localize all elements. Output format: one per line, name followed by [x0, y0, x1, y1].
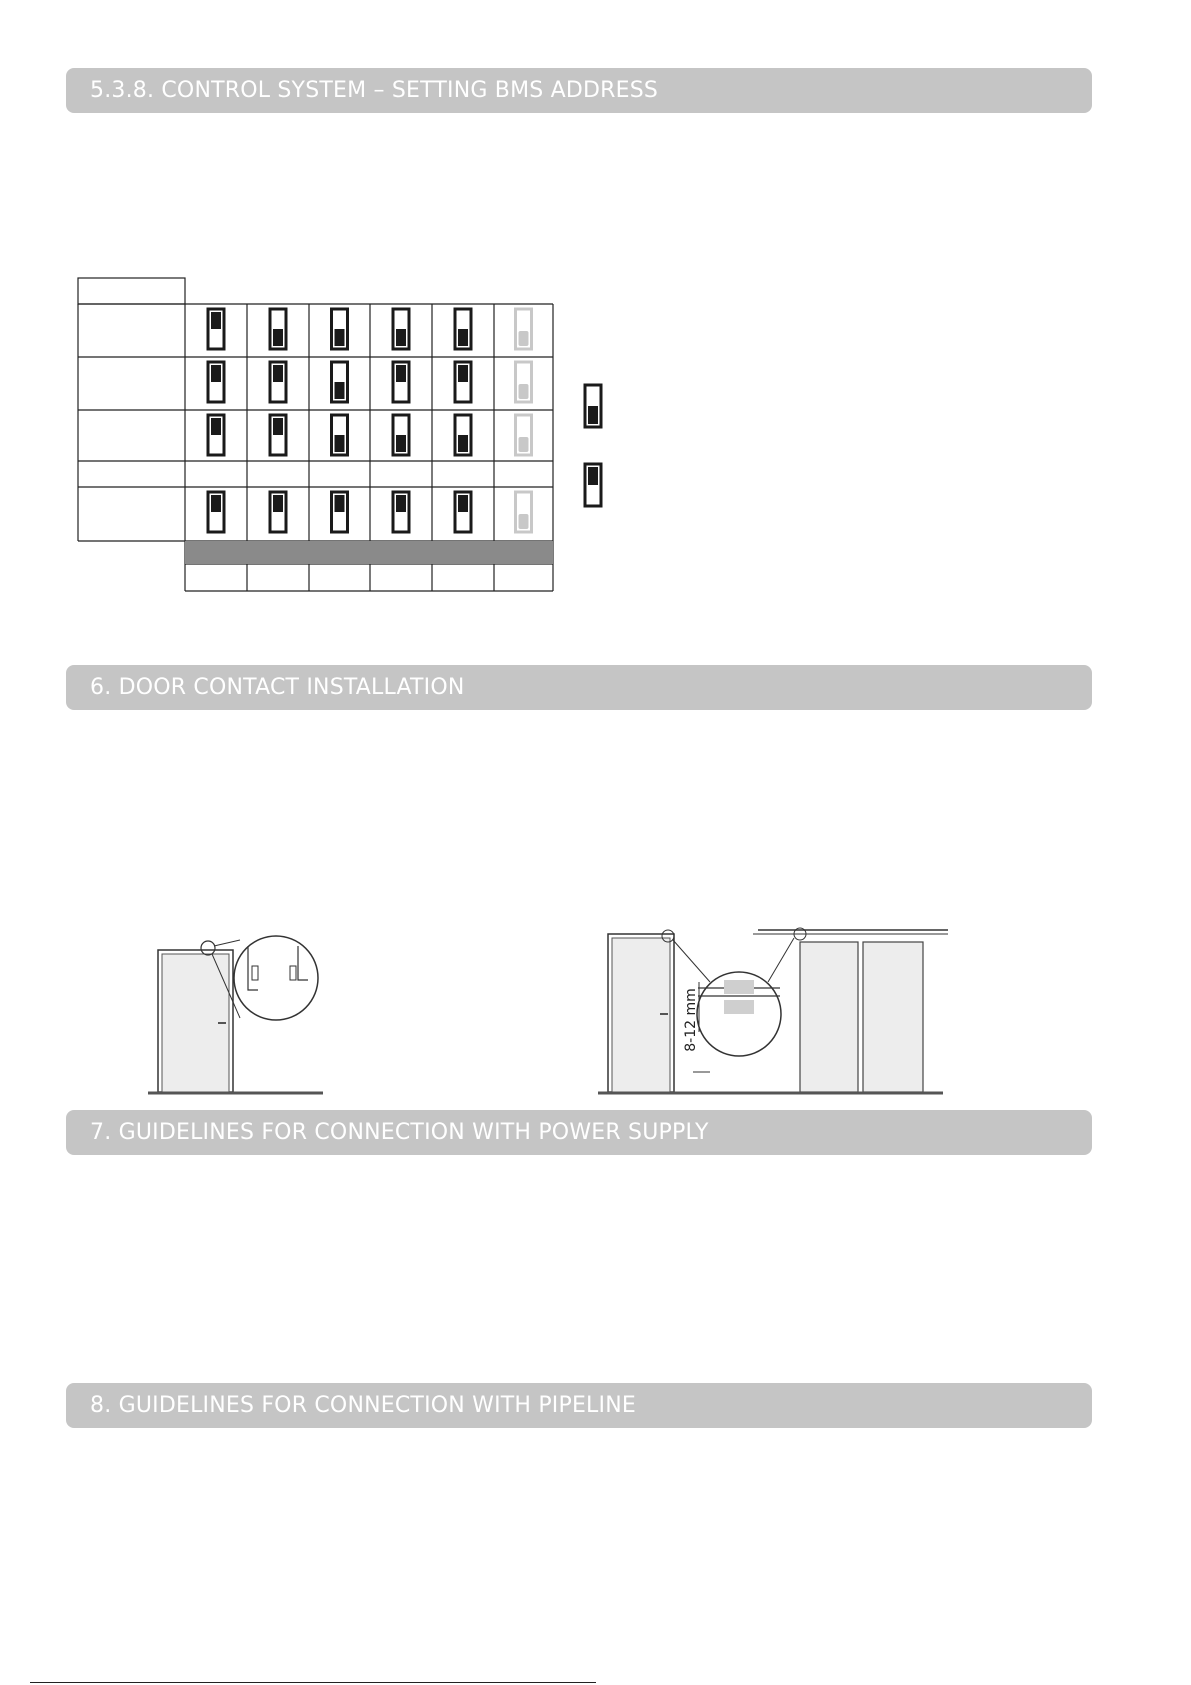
single-door-illustration — [148, 930, 338, 1100]
dip-switch-r4-c5 — [455, 492, 471, 532]
dip-switch-table — [0, 0, 600, 600]
table-label-box — [78, 278, 185, 304]
dip-switch-r3-c2 — [270, 415, 286, 455]
sliding-door-illustration — [598, 922, 948, 1102]
dip-switch-r1-c4 — [393, 309, 409, 349]
dip-switch-r1-c6 — [516, 309, 532, 349]
dip-switch-r2-c5 — [455, 362, 471, 402]
section-title-bms-address: 5.3.8. CONTROL SYSTEM – SETTING BMS ADDRESS — [66, 68, 1092, 113]
section-title-power-supply: 7. GUIDELINES FOR CONNECTION WITH POWER SUPPLY — [66, 1110, 1092, 1155]
footer-rule — [30, 1682, 596, 1683]
dip-switch-r2-c4 — [393, 362, 409, 402]
dimension-label: 8-12 mm — [683, 988, 699, 1052]
dip-switch-r1-c5 — [455, 309, 471, 349]
legend-switch-up — [585, 464, 601, 506]
dip-switch-r3-c3 — [332, 415, 348, 455]
dip-switch-r2-c2 — [270, 362, 286, 402]
dip-switch-r1-c2 — [270, 309, 286, 349]
dip-switch-r3-c4 — [393, 415, 409, 455]
table-band — [185, 541, 553, 564]
section-title-pipeline: 8. GUIDELINES FOR CONNECTION WITH PIPELINE — [66, 1383, 1092, 1428]
dip-switch-r1-c3 — [332, 309, 348, 349]
legend-switch-down — [585, 385, 601, 427]
dip-switch-r4-c4 — [393, 492, 409, 532]
section-title-door-contact: 6. DOOR CONTACT INSTALLATION — [66, 665, 1092, 710]
dip-switch-r4-c1 — [208, 492, 224, 532]
dip-switch-r2-c6 — [516, 362, 532, 402]
dip-switch-r3-c5 — [455, 415, 471, 455]
dip-legend — [580, 382, 610, 512]
dip-switch-r1-c1 — [208, 309, 224, 349]
dip-switch-r3-c6 — [516, 415, 532, 455]
dip-switch-r4-c6 — [516, 492, 532, 532]
dip-switch-r3-c1 — [208, 415, 224, 455]
dip-switch-r4-c2 — [270, 492, 286, 532]
dip-switch-r4-c3 — [332, 492, 348, 532]
dip-switch-r2-c3 — [332, 362, 348, 402]
dip-switch-r2-c1 — [208, 362, 224, 402]
